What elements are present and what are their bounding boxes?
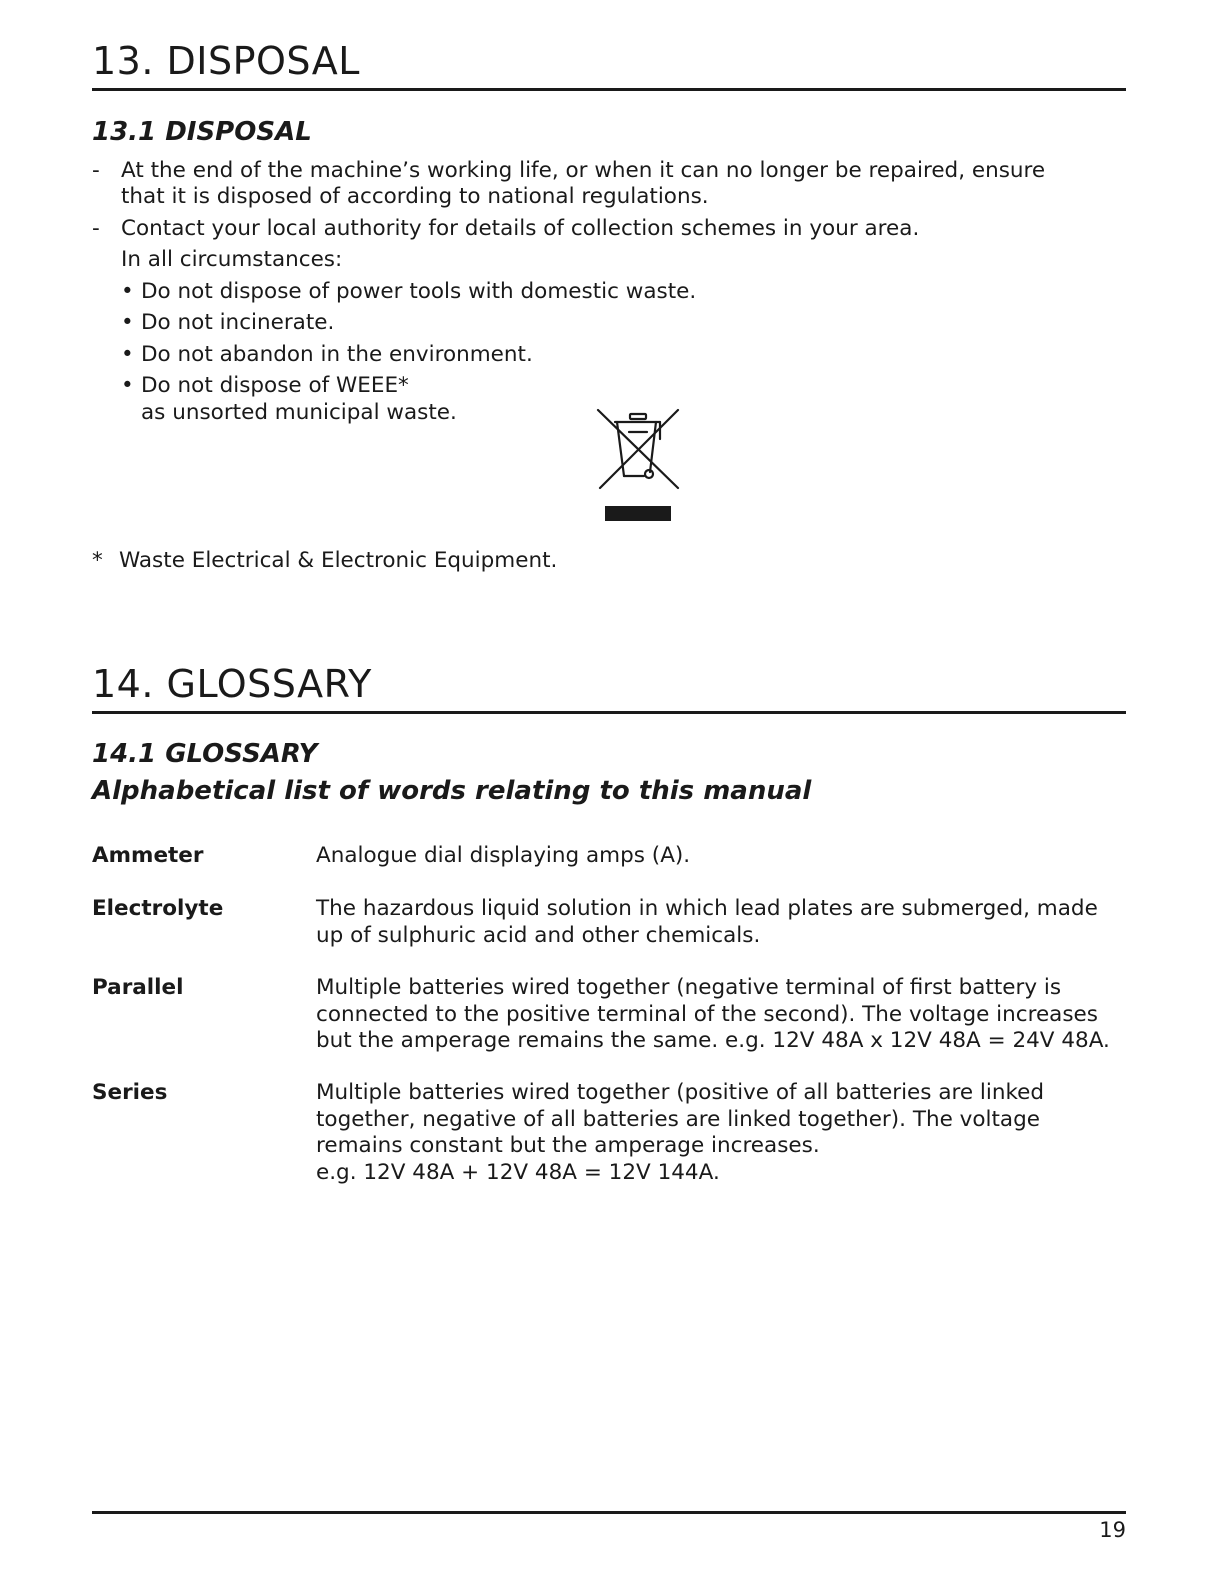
dash-mark: - [92, 216, 100, 241]
bullet-mark: • [121, 342, 134, 367]
section-13-rule [92, 88, 1126, 91]
glossary-definition: Multiple batteries wired together (negative terminal of first battery is connected to the positive terminal of the second). The voltage increases but the amperage remains the same. e.g. 12V 48A x 12V 48A = 24V 48A. [316, 975, 1110, 1053]
footnote-mark: * [92, 548, 103, 573]
glossary-term: Series [92, 1080, 168, 1105]
bullet-text: Do not incinerate. [141, 310, 335, 335]
bullet-mark: • [121, 279, 134, 304]
glossary-definition-text: Multiple batteries wired together (positive of all batteries are linked together, negative of all batteries are linked together). The voltage remains constant but the amperage increases. [316, 1080, 1045, 1158]
bullet-mark: • [121, 373, 134, 398]
section-13-1-subheading: 13.1 DISPOSAL [92, 117, 312, 147]
disposal-item-text: Contact your local authority for details of collection schemes in your area. [121, 216, 920, 241]
glossary-definition [316, 1080, 1126, 1186]
section-14-rule [92, 711, 1126, 714]
footnote-text: Waste Electrical & Electronic Equipment. [119, 548, 558, 573]
circumstances-intro: In all circumstances: [121, 247, 343, 272]
glossary-definition: Analogue dial displaying amps (A). [316, 843, 691, 868]
glossary-term: Parallel [92, 975, 184, 1000]
footer-rule [92, 1511, 1126, 1514]
section-14-heading: 14. GLOSSARY [92, 662, 372, 706]
bullet-text: Do not dispose of power tools with domestic waste. [141, 279, 697, 304]
glossary-definition: The hazardous liquid solution in which lead plates are submerged, made up of sulphuric acid and other chemicals. [316, 896, 1098, 948]
section-14-1-subheading: 14.1 GLOSSARY [92, 739, 318, 769]
manual-page [92, 0, 1126, 1584]
glossary-definition-example: e.g. 12V 48A + 12V 48A = 12V 144A. [316, 1159, 720, 1185]
section-13-heading: 13. DISPOSAL [92, 39, 360, 83]
bullet-mark: • [121, 310, 134, 335]
glossary-description: Alphabetical list of words relating to this manual [92, 776, 812, 806]
glossary-term: Ammeter [92, 843, 204, 868]
page-number: 19 [1099, 1518, 1126, 1542]
weee-crossed-bin-icon [592, 404, 686, 528]
disposal-item-text: At the end of the machine’s working life, or when it can no longer be repaired, ensure that it is disposed of according to national regulations. [121, 158, 1046, 209]
dash-mark: - [92, 158, 100, 183]
glossary-term: Electrolyte [92, 896, 224, 921]
bullet-text: Do not dispose of WEEE* [141, 373, 409, 398]
bullet-text: as unsorted municipal waste. [141, 400, 457, 425]
bullet-text: Do not abandon in the environment. [141, 342, 533, 367]
